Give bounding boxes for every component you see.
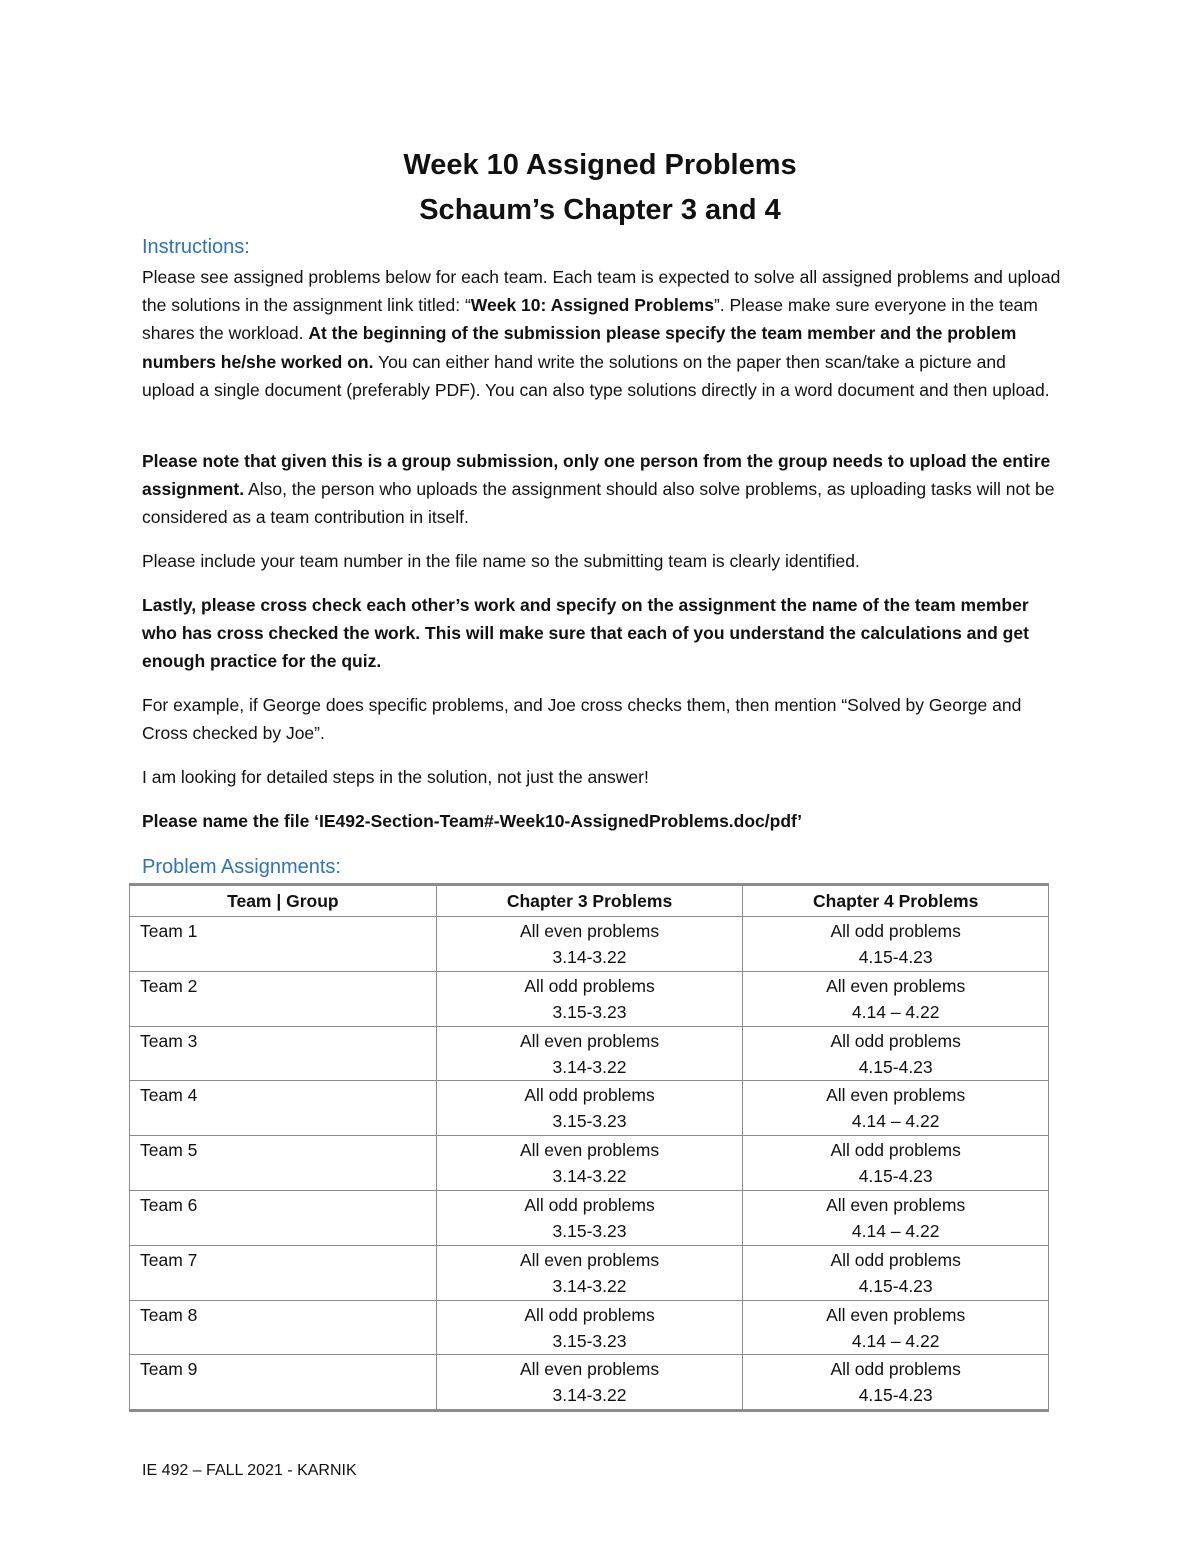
table-row [130, 1245, 1049, 1300]
chapter3-cell-line-1: All odd problems [524, 975, 655, 996]
team-cell [130, 1300, 437, 1355]
table-row [130, 1081, 1049, 1136]
chapter4-cell-line-1: All odd problems [830, 1249, 961, 1270]
column-header-chapter4: Chapter 4 Problems [743, 885, 1049, 917]
para1-text-a: Please see assigned problems below for each team. Each team is expected to solve all assigned problems and upload the solutions in the assignment link titled: “ [142, 267, 1061, 316]
chapter4-cell-line-2: 4.15-4.23 [858, 1056, 933, 1077]
chapter3-cell-line-2: 3.15-3.23 [552, 1001, 627, 1022]
team-cell-line-1: Team 3 [140, 1030, 198, 1051]
chapter3-cell-line-1: All odd problems [524, 1304, 655, 1325]
chapter4-cell-line-2: 4.14 – 4.22 [851, 1220, 940, 1241]
chapter4-cell-line-2: 4.15-4.23 [858, 1275, 933, 1296]
para1-bold-requirement: At the beginning of the submission please specify the team member and the problem numbers he/she worked on. [142, 323, 1017, 372]
chapter4-cell-line-2: 4.14 – 4.22 [851, 1330, 940, 1351]
team-cell [130, 1190, 437, 1245]
chapter3-cell-line-1: All even problems [519, 921, 660, 941]
para2-text: Also, the person who uploads the assignment should also solve problems, as uploading tasks will not be considered as a team contribution in itself. [142, 479, 1055, 528]
chapter3-cell-line-1: All even problems [519, 1359, 660, 1380]
chapter4-cell [743, 1081, 1049, 1136]
team-cell [130, 1136, 437, 1191]
instructions-paragraph-5: For example, if George does specific problems, and Joe cross checks them, then mention “Solved by George and Cross checked by Joe”. [142, 695, 1022, 744]
chapter4-cell [743, 1300, 1049, 1355]
table-row [130, 971, 1049, 1026]
team-cell-line-1: Team 2 [140, 975, 198, 996]
team-cell-line-1: Team 9 [140, 1359, 198, 1380]
chapter3-cell-line-2: 3.15-3.23 [552, 1330, 627, 1351]
instructions-heading: Instructions: [142, 236, 250, 258]
chapter4-cell [743, 1245, 1049, 1300]
column-header-team: Team | Group [130, 885, 437, 917]
instructions-paragraph-4 [142, 591, 1062, 676]
chapter4-cell-line-2: 4.14 – 4.22 [851, 1001, 940, 1022]
team-cell-line-1: Team 4 [140, 1085, 198, 1106]
chapter4-cell-line-2: 4.15-4.23 [858, 947, 933, 967]
chapter4-cell-line-1: All odd problems [830, 921, 961, 941]
chapter4-cell [743, 1026, 1049, 1081]
chapter4-cell [743, 1355, 1049, 1411]
chapter4-cell [743, 1136, 1049, 1191]
table-row [130, 1300, 1049, 1355]
chapter4-cell-line-1: All even problems [826, 1304, 966, 1325]
chapter4-cell-line-1: All even problems [826, 975, 966, 996]
para1-text-c: ”. Please make sure everyone in the team shares the workload. [142, 295, 1038, 344]
team-cell [130, 917, 437, 972]
team-cell [130, 1026, 437, 1081]
chapter3-cell-line-1: All odd problems [524, 1085, 655, 1106]
chapter3-cell-line-2: 3.14-3.22 [552, 1275, 627, 1296]
problem-assignments-table [129, 883, 1049, 1412]
table-row [130, 1026, 1049, 1081]
instructions-paragraph-3: Please include your team number in the file name so the submitting team is clearly identified. [142, 551, 860, 571]
chapter3-cell-line-1: All even problems [519, 1140, 660, 1161]
team-cell-line-1: Team 8 [140, 1304, 198, 1325]
chapter3-cell-line-2: 3.14-3.22 [552, 1385, 627, 1406]
chapter4-cell-line-1: All even problems [826, 1194, 966, 1215]
para2-bold-note: Please note that given this is a group submission, only one person from the group needs to upload the entire assignment. [142, 451, 1051, 500]
chapter3-cell-line-2: 3.15-3.23 [552, 1220, 627, 1241]
chapter3-cell [436, 1355, 743, 1411]
chapter4-cell-line-2: 4.15-4.23 [858, 1385, 933, 1406]
instructions-paragraph-6: I am looking for detailed steps in the solution, not just the answer! [142, 767, 649, 787]
chapter4-cell-line-1: All odd problems [830, 1359, 961, 1380]
column-header-chapter3: Chapter 3 Problems [436, 885, 743, 917]
chapter4-cell [743, 1190, 1049, 1245]
team-cell [130, 1245, 437, 1300]
instructions-paragraph-2 [142, 447, 1062, 532]
chapter4-cell-line-1: All even problems [826, 1085, 966, 1106]
table-row [130, 917, 1049, 972]
team-cell [130, 971, 437, 1026]
team-cell-line-1: Team 6 [140, 1194, 198, 1215]
problem-assignments-heading: Problem Assignments: [142, 856, 341, 878]
chapter3-cell-line-2: 3.14-3.22 [552, 1056, 627, 1077]
para4-bold-text: Lastly, please cross check each other’s work and specify on the assignment the name of the team member who has cross checked the work. This will make sure that each of you understand the calculations and get enough practice for the quiz. [142, 595, 1029, 672]
chapter3-cell [436, 1190, 743, 1245]
para1-text-e: You can either hand write the solutions on the paper then scan/take a picture and upload a single document (preferably PDF). You can also type solutions directly in a word document and then upload. [142, 351, 1050, 400]
chapter3-cell [436, 1300, 743, 1355]
chapter3-cell-line-1: All even problems [519, 1249, 660, 1270]
page-footer: IE 492 – FALL 2021 - KARNIK [142, 1462, 357, 1479]
chapter4-cell-line-2: 4.14 – 4.22 [851, 1111, 940, 1132]
chapter3-cell [436, 1026, 743, 1081]
table-header-row [130, 885, 1049, 917]
file-naming-instruction: Please name the file ‘IE492-Section-Team#-Week10-AssignedProblems.doc/pdf’ [142, 811, 803, 831]
chapter3-cell [436, 917, 743, 972]
chapter3-cell [436, 971, 743, 1026]
instructions-paragraph-1 [142, 263, 1062, 404]
chapter4-cell [743, 971, 1049, 1026]
team-cell [130, 1355, 437, 1411]
table-row [130, 1190, 1049, 1245]
chapter3-cell-line-2: 3.14-3.22 [552, 947, 627, 967]
team-cell [130, 1081, 437, 1136]
chapter3-cell [436, 1245, 743, 1300]
table-row [130, 1136, 1049, 1191]
chapter3-cell-line-1: All even problems [519, 1030, 660, 1051]
chapter3-cell-line-2: 3.15-3.23 [552, 1111, 627, 1132]
team-cell-line-1: Team 7 [140, 1249, 198, 1270]
chapter4-cell-line-2: 4.15-4.23 [858, 1166, 933, 1187]
chapter3-cell [436, 1136, 743, 1191]
chapter3-cell-line-2: 3.14-3.22 [552, 1166, 627, 1187]
chapter3-cell [436, 1081, 743, 1136]
team-cell-line-1: Team 5 [140, 1140, 198, 1161]
chapter4-cell-line-1: All odd problems [830, 1140, 961, 1161]
instructions-paragraph-7 [142, 807, 1062, 835]
team-cell-line-1: Team 1 [140, 921, 198, 941]
chapter4-cell-line-1: All odd problems [830, 1030, 961, 1051]
assignment-link-title: Week 10: Assigned Problems [470, 295, 714, 316]
chapter4-cell [743, 917, 1049, 972]
document-subtitle: Schaum’s Chapter 3 and 4 [419, 194, 781, 226]
table-row [130, 1355, 1049, 1411]
chapter3-cell-line-1: All odd problems [524, 1194, 655, 1215]
document-title: Week 10 Assigned Problems [403, 149, 797, 181]
